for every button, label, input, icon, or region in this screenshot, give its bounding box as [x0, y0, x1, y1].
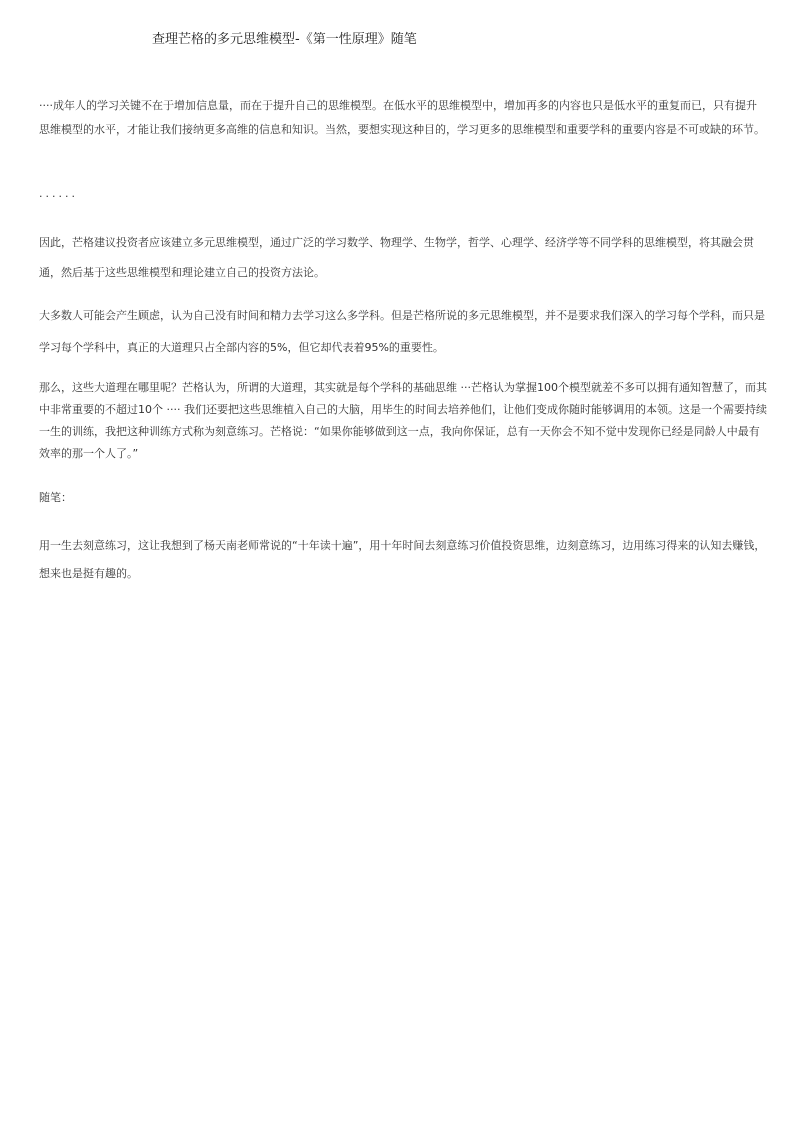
paragraph-multi-model: 因此，芒格建议投资者应该建立多元思维模型，通过广泛的学习数学、物理学、生物学，哲学、心理学、经济学等不同学科的思维模型，将其融会贯通，然后基于这些思维模型和理论建立自己的投资方法论。 — [39, 236, 754, 279]
paragraph-notes: 用一生去刻意练习，这让我想到了杨天南老师常说的“十年读十遍”，用十年时间去刻意练习价值投资思维，边刻意练习，边用练习得来的认知去赚钱，想来也是挺有趣的。 — [39, 539, 766, 580]
paragraph-ellipsis: ······ — [39, 190, 78, 203]
paragraph-big-ideas: 那么，这些大道理在哪里呢？芒格认为，所谓的大道理，其实就是每个学科的基础思维 ···芒格认为掌握100个模型就差不多可以拥有通知智慧了，而其中非常重要的不超过10个 ···· 我们还要把这些思维植入自己的大脑，用毕生的时间去培养他们，让他们变成你随时能够调用的本领。这是一个需要持续一生的训练，我把这种训练方式称为刻意练习。芒格说：“如果你能够做到这一点，我向你保证，总有一天你会不知不觉中发现你已经是同龄人中最有效率的那一个人了。” — [39, 381, 767, 460]
notes-heading: 随笔： — [39, 491, 72, 504]
document-title: 查理芒格的多元思维模型-《第一性原理》随笔 — [152, 32, 417, 47]
paragraph-concerns: 大多数人可能会产生顾虑，认为自己没有时间和精力去学习这么多学科。但是芒格所说的多元思维模型，并不是要求我们深入的学习每个学科，而只是学习每个学科中，真正的大道理只占全部内容的5%，但它却代表着95%的重要性。 — [39, 309, 765, 354]
paragraph-learning-key: ····成年人的学习关键不在于增加信息量，而在于提升自己的思维模型。在低水平的思维模型中，增加再多的内容也只是低水平的重复而已，只有提升思维模型的水平，才能让我们接纳更多高维的信息和知识。当然，要想实现这种目的，学习更多的思维模型和重要学科的重要内容是不可或缺的环节。 — [39, 99, 765, 136]
